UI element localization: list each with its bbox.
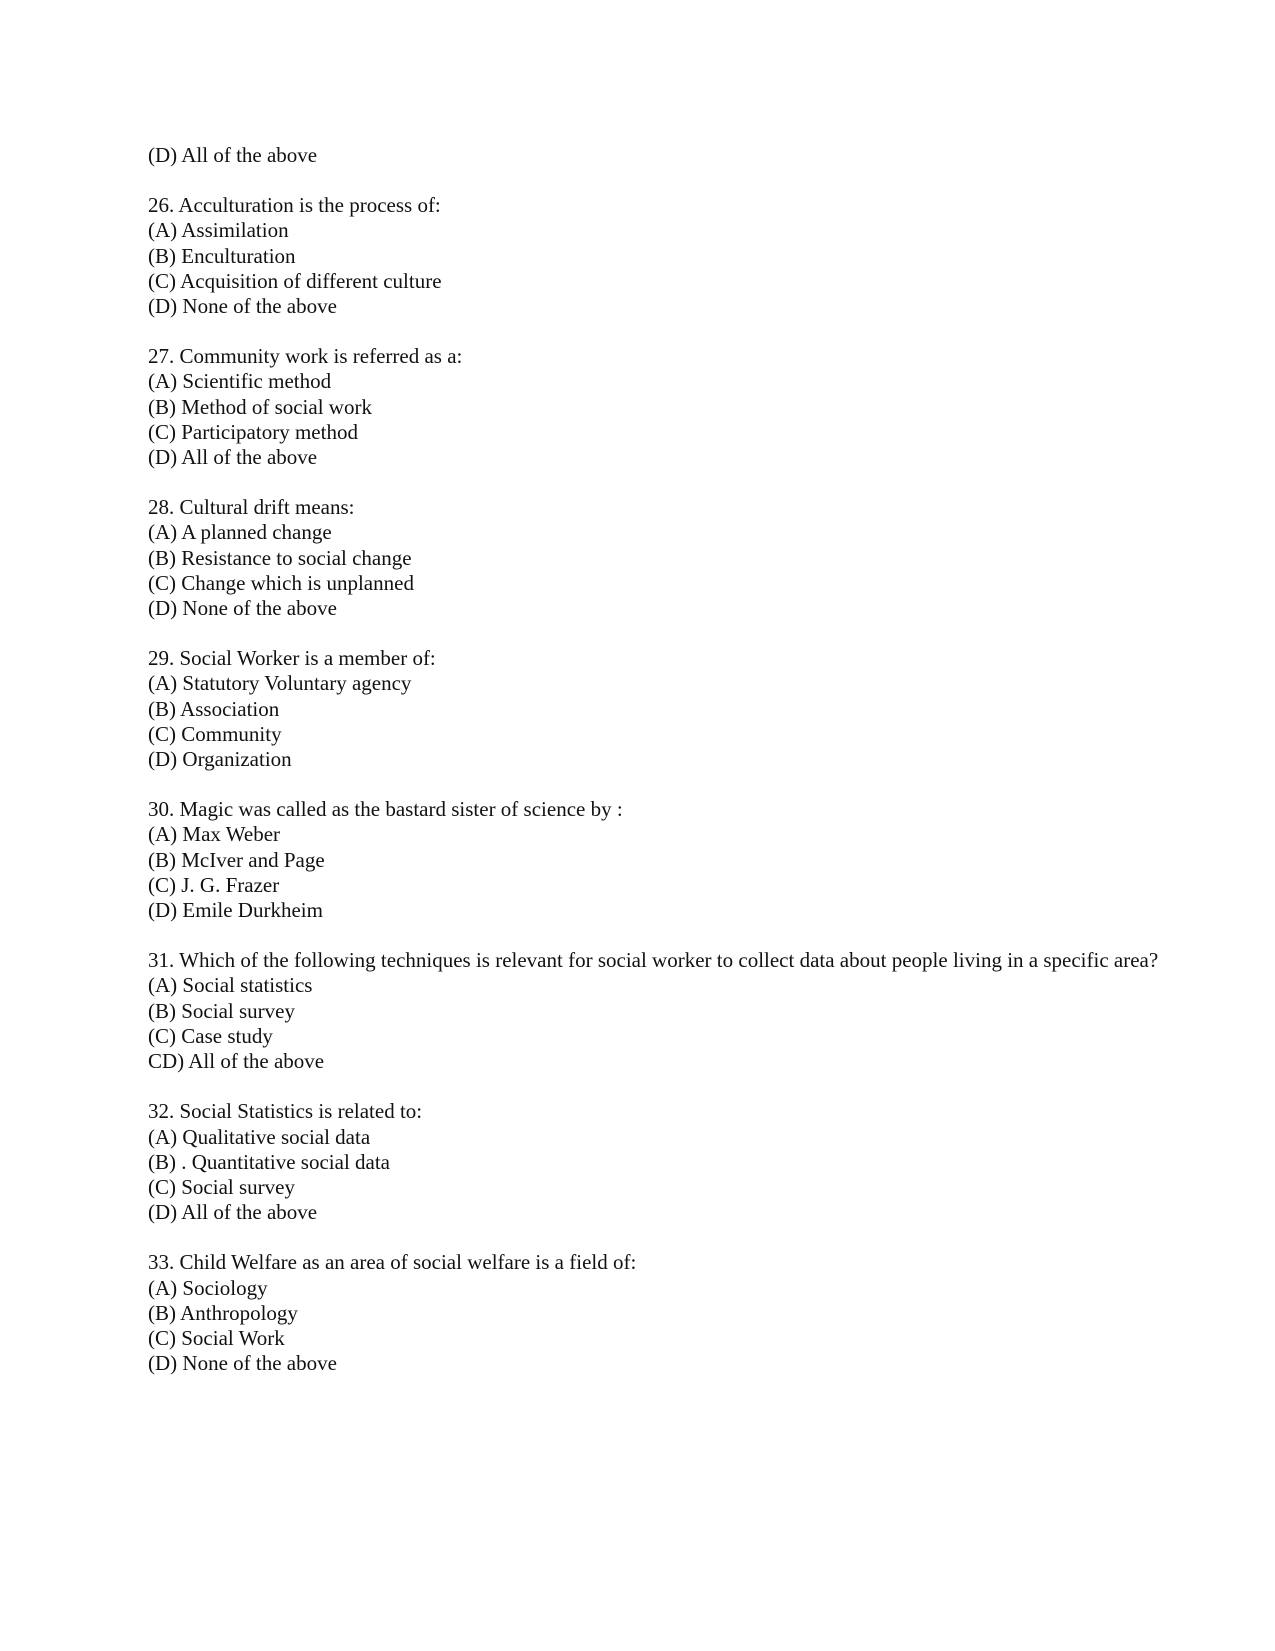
option-b: (B) Anthropology [148,1300,298,1325]
question-text: 31. Which of the following techniques is relevant for social worker to collect data about people living in a specific area? [148,948,1159,973]
option-d: (D) All of the above [148,1200,318,1225]
document-page [148,143,1168,1376]
option-d: (D) None of the above [148,596,337,621]
option-a: (A) Qualitative social data [148,1124,371,1149]
option-a: (A) Social statistics [148,973,313,998]
option-a: (A) Scientific method [148,369,332,394]
question-28 [148,495,1168,621]
option-c: (C) Social survey [148,1174,295,1199]
question-text: 29. Social Worker is a member of: [148,646,436,671]
question-text: 30. Magic was called as the bastard sister of science by : [148,797,623,822]
question-31 [148,948,1168,1074]
option-b: (B) . Quantitative social data [148,1149,391,1174]
option-d: (D) All of the above [148,445,318,470]
option-d: CD) All of the above [148,1049,325,1074]
option-a: (A) Max Weber [148,822,281,847]
option-d: (D) None of the above [148,294,337,319]
question-32 [148,1099,1168,1225]
option-c: (C) J. G. Frazer [148,872,280,897]
option-b: (B) McIver and Page [148,847,325,872]
option-a: (A) Statutory Voluntary agency [148,671,412,696]
option-c: (C) Community [148,721,282,746]
question-30 [148,797,1168,923]
leading-option: (D) All of the above [148,143,318,167]
option-c: (C) Change which is unplanned [148,570,414,595]
option-c: (C) Acquisition of different culture [148,268,442,293]
question-text: 33. Child Welfare as an area of social welfare is a field of: [148,1250,637,1275]
option-b: (B) Social survey [148,998,295,1023]
option-c: (C) Case study [148,1023,273,1048]
option-b: (B) Enculturation [148,243,296,268]
question-text: 28. Cultural drift means: [148,495,355,520]
question-text: 26. Acculturation is the process of: [148,193,441,218]
option-a: (A) A planned change [148,520,332,545]
question-27 [148,344,1168,470]
question-33 [148,1250,1168,1376]
question-text: 32. Social Statistics is related to: [148,1099,423,1124]
question-text: 27. Community work is referred as a: [148,344,463,369]
option-b: (B) Association [148,696,280,721]
option-a: (A) Sociology [148,1275,268,1300]
option-a: (A) Assimilation [148,218,289,243]
option-b: (B) Method of social work [148,394,372,419]
option-d: (D) Organization [148,747,292,772]
option-c: (C) Participatory method [148,419,358,444]
option-c: (C) Social Work [148,1325,285,1350]
question-26 [148,193,1168,319]
question-29 [148,646,1168,772]
option-d: (D) None of the above [148,1351,337,1376]
option-b: (B) Resistance to social change [148,545,412,570]
option-d: (D) Emile Durkheim [148,898,323,923]
